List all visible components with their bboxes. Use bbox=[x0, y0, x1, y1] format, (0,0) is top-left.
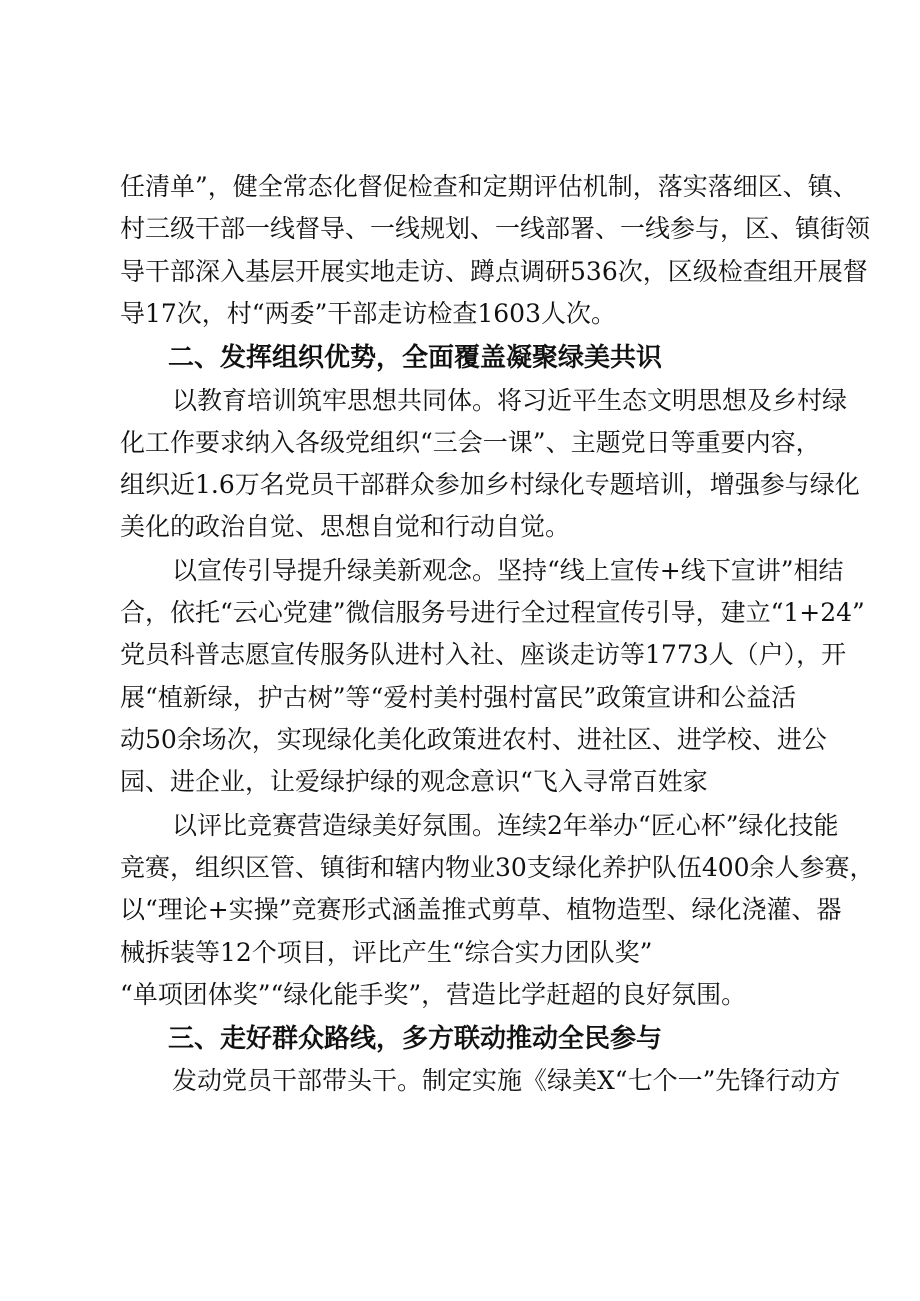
paragraph-line: 导17次，村“两委”干部走访检查1603人次。 bbox=[120, 299, 616, 328]
paragraph-line: 动50余场次，实现绿化美化政策进农村、进社区、进学校、进公 bbox=[120, 725, 827, 754]
paragraph-line: 村三级干部一线督导、一线规划、一线部署、一线参与，区、镇街领 bbox=[120, 214, 871, 243]
paragraph-line: 任清单”，健全常态化督促检查和定期评估机制，落实落细区、镇、 bbox=[120, 172, 858, 201]
paragraph-line: 以评比竞赛营造绿美好氛围。连续2年举办“匠心杯”绿化技能 bbox=[172, 811, 839, 840]
paragraph-line: 以“理论+实操”竞赛形式涵盖推式剪草、植物造型、绿化浇灌、器 bbox=[120, 895, 842, 924]
paragraph-line: 以教育培训筑牢思想共同体。将习近平生态文明思想及乡村绿 bbox=[172, 386, 848, 415]
paragraph-line: 导干部深入基层开展实地走访、蹲点调研536次，区级检查组开展督 bbox=[120, 257, 868, 286]
section-heading-2: 二、发挥组织优势，全面覆盖凝聚绿美共识 bbox=[168, 343, 663, 373]
paragraph-line: 美化的政治自觉、思想自觉和行动自觉。 bbox=[120, 512, 571, 541]
paragraph-line: 合，依托“云心党建”微信服务号进行全过程宣传引导，建立“1+24” bbox=[120, 598, 865, 627]
paragraph-line: 械拆装等12个项目，评比产生“综合实力团队奖” bbox=[120, 938, 653, 967]
paragraph-line: 竞赛，组织区管、镇街和辖内物业30支绿化养护队伍400余人参赛， bbox=[120, 853, 875, 882]
paragraph-line: 化工作要求纳入各级党组织“三会一课”、主题党日等重要内容， bbox=[120, 428, 821, 457]
paragraph-line: “单项团体奖”“绿化能手奖”，营造比学赶超的良好氛围。 bbox=[120, 980, 747, 1009]
paragraph-line: 以宣传引导提升绿美新观念。坚持“线上宣传+线下宣讲”相结 bbox=[172, 556, 844, 585]
paragraph-line: 党员科普志愿宣传服务队进村入社、座谈走访等1773人（户），开 bbox=[120, 640, 847, 669]
paragraph-line: 展“植新绿，护古树”等“爱村美村强村富民”政策宣讲和公益活 bbox=[120, 683, 797, 712]
paragraph-line: 发动党员干部带头干。制定实施《绿美X“七个一”先锋行动方 bbox=[172, 1066, 841, 1095]
paragraph-line: 园、进企业，让爱绿护绿的观念意识“飞入寻常百姓家 bbox=[120, 767, 708, 796]
section-heading-3: 三、走好群众路线，多方联动推动全民参与 bbox=[168, 1024, 663, 1054]
paragraph-line: 组织近1.6万名党员干部群众参加乡村绿化专题培训，增强参与绿化 bbox=[120, 470, 860, 499]
